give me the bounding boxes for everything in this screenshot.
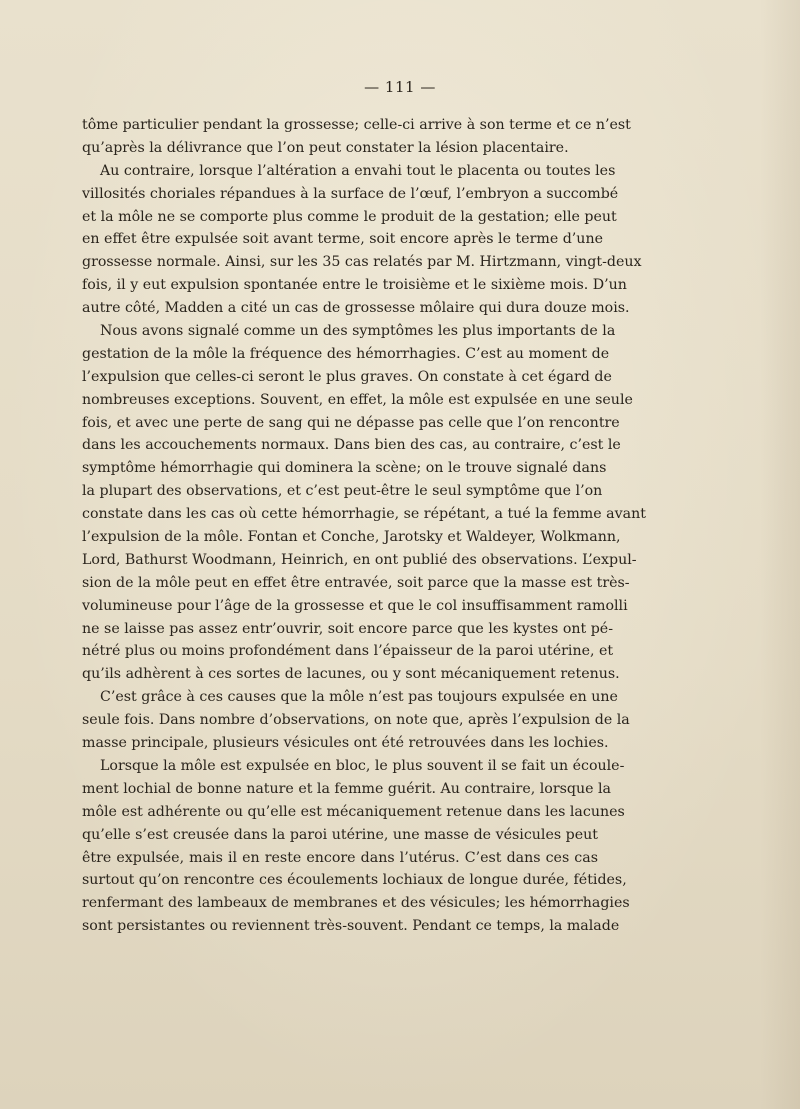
text-line: sion de la môle peut en effet être entravée, soit parce que la masse est très- [82,574,630,591]
text-line: en effet être expulsée soit avant terme, soit encore après le terme d’une [82,231,603,248]
text-line: grossesse normale. Ainsi, sur les 35 cas relatés par M. Hirtzmann, vingt-deux [82,254,642,271]
text-line: volumineuse pour l’âge de la grossesse et que le col insuffisamment ramolli [82,597,628,614]
text-line: seule fois. Dans nombre d’observations, on note que, après l’expulsion de la [82,712,630,729]
text-line: qu’après la délivrance que l’on peut constater la lésion placentaire. [82,139,569,156]
text-line: nétré plus ou moins profondément dans l’épaisseur de la paroi utérine, et [82,643,614,660]
text-line: gestation de la môle la fréquence des hémorrhagies. C’est au moment de [82,345,610,362]
text-line: qu’ils adhèrent à ces sortes de lacunes, ou y sont mécaniquement retenus. [82,666,620,683]
text-line: Lord, Bathurst Woodmann, Heinrich, en ont publié des observations. L’expul- [82,551,637,568]
text-line: ne se laisse pas assez entr’ouvrir, soit encore parce que les kystes ont pé- [82,620,613,637]
text-line: constate dans les cas où cette hémorrhagie, se répétant, a tué la femme avant [82,506,646,523]
text-line: surtout qu’on rencontre ces écoulements lochiaux de longue durée, fétides, [82,872,627,889]
text-line: fois, il y eut expulsion spontanée entre le troisième et le sixième mois. D’un [82,277,627,294]
paragraph [82,686,630,755]
text-line: fois, et avec une perte de sang qui ne dépasse pas celle que l’on rencontre [82,414,620,431]
text-line: être expulsée, mais il en reste encore dans l’utérus. C’est dans ces cas [82,849,598,866]
text-line: ment lochial de bonne nature et la femme guérit. Au contraire, lorsque la [82,780,612,797]
text-line: sont persistantes ou reviennent très-souvent. Pendant ce temps, la malade [82,918,620,935]
text-line: tôme particulier pendant la grossesse; celle-ci arrive à son terme et ce n’est [82,117,631,133]
paragraph [82,160,642,320]
text-line: Lorsque la môle est expulsée en bloc, le plus souvent il se fait un écoule- [100,757,625,774]
paragraph [82,320,646,686]
page-number: — 111 — [364,78,436,96]
text-line: môle est adhérente ou qu’elle est mécaniquement retenue dans les lacunes [82,803,625,820]
text-line: qu’elle s’est creusée dans la paroi utérine, une masse de vésicules peut [82,826,598,843]
body-text [82,114,646,938]
paragraph [82,755,630,938]
text-line: nombreuses exceptions. Souvent, en effet, la môle est expulsée en une seule [82,391,633,408]
text-line: symptôme hémorrhagie qui dominera la scène; on le trouve signalé dans [82,460,607,477]
text-line: dans les accouchements normaux. Dans bien des cas, au contraire, c’est le [82,437,621,454]
text-line: la plupart des observations, et c’est peut-être le seul symptôme que l’on [82,483,603,500]
text-line: masse principale, plusieurs vésicules ont été retrouvées dans les lochies. [82,735,609,752]
text-line: Nous avons signalé comme un des symptômes les plus importants de la [100,323,616,340]
text-line: autre côté, Madden a cité un cas de grossesse môlaire qui dura douze mois. [82,300,630,317]
text-line: et la môle ne se comporte plus comme le produit de la gestation; elle peut [82,208,617,225]
paragraph [82,114,631,160]
text-line: C’est grâce à ces causes que la môle n’est pas toujours expulsée en une [100,689,618,706]
text-line: Au contraire, lorsque l’altération a envahi tout le placenta ou toutes les [100,162,616,179]
text-line: renfermant des lambeaux de membranes et des vésicules; les hémorrhagies [82,895,630,912]
text-line: l’expulsion de la môle. Fontan et Conche, Jarotsky et Waldeyer, Wolkmann, [82,529,621,546]
text-line: villosités choriales répandues à la surface de l’œuf, l’embryon a succombé [82,185,619,202]
text-line: l’expulsion que celles-ci seront le plus graves. On constate à cet égard de [82,368,612,385]
